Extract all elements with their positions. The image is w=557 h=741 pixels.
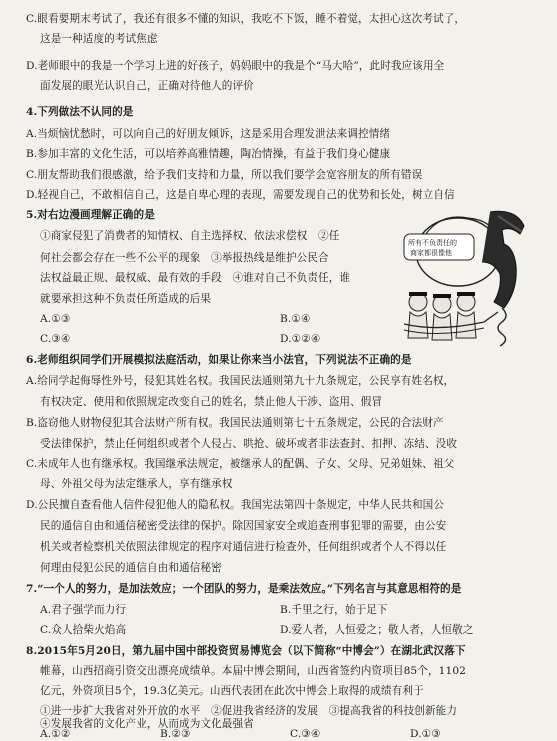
q6-option-d-line2: 民的通信自由和通信秘密受法律的保护。除因国家安全或追查刑事犯罪的需要，由公安 <box>40 520 447 532</box>
q5-stem: 5.对右边漫画理解正确的是 <box>26 209 155 221</box>
q6-option-a-line2: 有权决定、使用和依照规定改变自己的姓名，禁止他人干涉、盗用、假冒 <box>40 396 383 408</box>
q6-option-b-line1: B.盗窃他人财物侵犯其合法财产所有权。我国民法通则第七十五条规定，公民的合法财产 <box>26 417 444 429</box>
q4-option-a: A.当烦恼忧愁时，可以向自己的好朋友倾诉，这是采用合理发泄法来调控情绪 <box>26 128 391 140</box>
q5-statement-line3: 法权益最正规、最权威、最有效的手段 ④谁对自己不负责任，谁 <box>40 272 351 284</box>
q8-statement-line1: ①进一步扩大我省对外开放的水平 ②促进我省经济的发展 ③提高我省的科技创新能力 <box>40 705 458 717</box>
q5-option-b: B.①④ <box>280 313 311 325</box>
q5-statement-line1: ①商家侵犯了消费者的知情权、自主选择权、依法求偿权 ②任 <box>40 230 340 242</box>
q8-stem-line3: 亿元，外资项目5个，19.3亿美元。山西代表团在此次中博会上取得的成绩有利于 <box>40 685 424 697</box>
q8-option-d: D.①③ <box>410 728 441 740</box>
speech-bubble-line2: 商家都很像他 <box>410 249 452 257</box>
q6-option-d-line1: D.公民擅自查看他人信件侵犯他人的隐私权。我国宪法第四十条规定，中华人民共和国公 <box>26 499 445 511</box>
q4-option-b: B.参加丰富的文化生活，可以培养高雅情趣，陶冶情操，有益于我们身心健康 <box>26 148 391 160</box>
q8-stem-line2: 帷幕，山西招商引资交出漂亮成绩单。本届中博会期间，山西省签约内资项目85个，1102 <box>40 665 467 677</box>
q4-option-d: D.轻视自己，不敢相信自己，这是自卑心理的表现，需要发现自己的优势和长处，树立自信 <box>26 189 455 201</box>
q5-statement-line4: 就要承担这种不负责任所造成的后果 <box>40 293 212 305</box>
q8-option-b: B.②③ <box>160 728 191 740</box>
q5-option-a: A.①③ <box>40 313 71 325</box>
q6-option-c-line1: C.未成年人也有继承权。我国继承法规定，被继承人的配偶、子女、父母、兄弟姐妹、祖父 <box>26 458 455 470</box>
q8-statement-line2: ④发展我省的文化产业，从而成为文化最强省 <box>40 718 254 730</box>
q6-stem: 6.老师组织同学们开展模拟法庭活动，如果让你来当小法官，下列说法不正确的是 <box>26 354 412 366</box>
q4-stem: 4.下列做法不认同的是 <box>26 106 134 118</box>
q8-option-c: C.③④ <box>290 728 321 740</box>
q7-option-c: C.众人拾柴火焰高 <box>40 624 127 636</box>
q6-option-a-line1: A.给同学起侮辱性外号，侵犯其姓名权。我国民法通则第九十九条规定，公民享有姓名权， <box>26 375 455 387</box>
q3-option-d-line1: D.老师眼中的我是一个学习上进的好孩子，妈妈眼中的我是个“马大哈”，此时我应该用全 <box>26 60 445 72</box>
q6-option-c-line2: 母、外祖父母为法定继承人，享有继承权 <box>40 478 233 490</box>
q5-option-c: C.③④ <box>40 333 71 345</box>
q6-option-d-line4: 何理由侵犯公民的通信自由和通信秘密 <box>40 562 222 574</box>
q5-statement-line2: 何社会都会存在一些不公平的现象 ③举报热线是维护公民合 <box>40 252 329 264</box>
q7-option-b: B.千里之行，始于足下 <box>280 604 388 616</box>
q7-option-a: A.君子强学而力行 <box>40 604 127 616</box>
q3-option-c-line1: C.眼看要期末考试了，我还有很多不懂的知识，我吃不下饭，睡不着觉，太担心这次考试了， <box>26 13 466 25</box>
q3-option-c-line2: 这是一种适度的考试焦虑 <box>40 33 158 45</box>
q6-option-d-line3: 机关或者检察机关依照法律规定的程序对通信进行检查外，任何组织或者个人不得以任 <box>40 541 447 553</box>
consumer-rights-cartoon <box>398 204 538 354</box>
q3-option-d-line2: 面发展的眼光认识自己，正确对待他人的评价 <box>40 80 254 92</box>
q8-stem-line1: 8.2015年5月20日，第九届中国中部投资贸易博览会（以下简称“中博会”）在湖北武汉落下 <box>26 645 466 657</box>
q5-option-d: D.①②④ <box>280 333 321 345</box>
q8-option-a: A.①② <box>40 728 71 740</box>
speech-bubble-line1: 所有不负责任的 <box>408 239 457 247</box>
q7-option-d: D.爱人者，人恒爱之；敬人者，人恒敬之 <box>280 624 474 636</box>
q7-stem: 7.“一个人的努力，是加法效应；一个团队的努力，是乘法效应。”下列名言与其意思相符的是 <box>26 583 462 595</box>
q6-option-b-line2: 受法律保护，禁止任何组织或者个人侵占、哄抢、破坏或者非法查封、扣押、冻结、没收 <box>40 438 458 450</box>
q4-option-c: C.朋友帮助我们很感激，给予我们支持和力量，所以我们要学会宽容朋友的所有错误 <box>26 169 423 181</box>
